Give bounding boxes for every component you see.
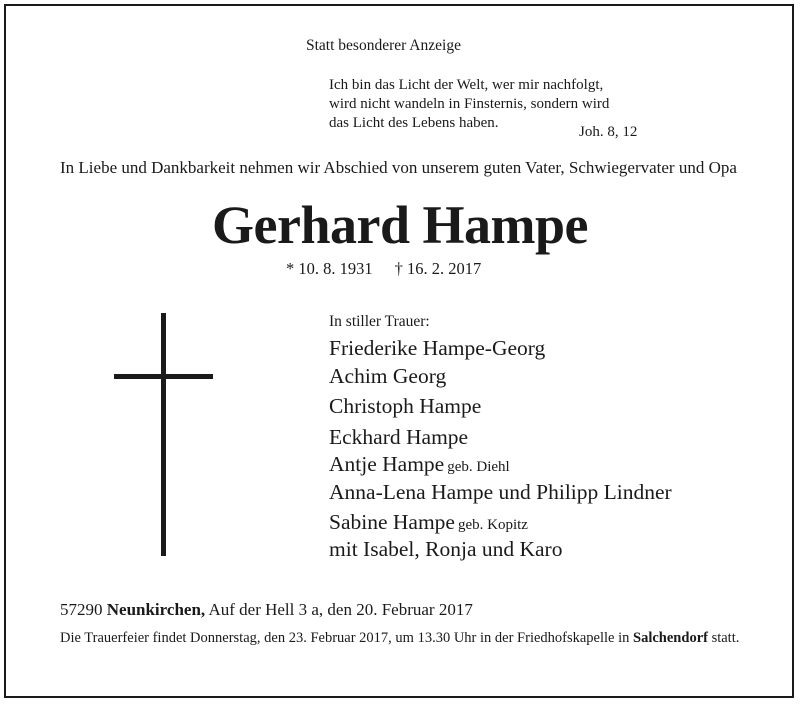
- notice-header: Statt besonderer Anzeige: [306, 37, 461, 54]
- verse-line: Ich bin das Licht der Welt, wer mir nachfolgt,: [329, 77, 604, 93]
- bible-verse: [329, 76, 609, 133]
- verse-line: das Licht des Lebens haben.: [329, 115, 499, 131]
- place-and-date: [60, 600, 473, 620]
- zip-code: 57290: [60, 600, 103, 619]
- funeral-service-info: [60, 629, 746, 648]
- address-date: Auf der Hell 3 a, den 20. Februar 2017: [208, 600, 473, 619]
- birth-date: * 10. 8. 1931: [286, 259, 373, 278]
- mourner-item: [329, 336, 545, 361]
- life-dates: [286, 259, 481, 279]
- mourners-label: In stiller Trauer:: [329, 313, 430, 330]
- mourner-item: [329, 394, 481, 419]
- verse-reference: Joh. 8, 12: [579, 124, 638, 140]
- mourner-name: mit Isabel, Ronja und Karo: [329, 537, 563, 561]
- mourner-item: [329, 452, 510, 477]
- mourner-item: [329, 537, 562, 562]
- mourner-item: [329, 425, 468, 450]
- mourner-name: Christoph Hampe: [329, 394, 482, 418]
- mourner-name: Anna-Lena Hampe und Philipp Lindner: [329, 480, 672, 504]
- mourner-item: [329, 480, 672, 505]
- mourner-note: geb. Diehl: [447, 459, 510, 475]
- service-suffix: statt.: [711, 630, 740, 646]
- cross-horizontal-bar: [114, 374, 213, 379]
- verse-line: wird nicht wandeln in Finsternis, sondern wird: [329, 96, 610, 112]
- service-location: Salchendorf: [633, 630, 708, 646]
- mourner-name: Eckhard Hampe: [329, 425, 469, 449]
- mourner-name: Sabine Hampe: [329, 510, 455, 534]
- service-text: Die Trauerfeier findet Donnerstag, den 23. Februar 2017, um 13.30 Uhr in der Friedhofskapelle in: [60, 630, 630, 646]
- mourner-item: [329, 510, 528, 535]
- cross-vertical-bar: [161, 313, 166, 556]
- mourner-item: [329, 364, 446, 389]
- mourner-name: Achim Georg: [329, 364, 447, 388]
- mourner-name: Friederike Hampe-Georg: [329, 336, 546, 360]
- deceased-name: Gerhard Hampe: [212, 195, 588, 255]
- death-date: † 16. 2. 2017: [394, 259, 482, 278]
- mourner-note: geb. Kopitz: [457, 517, 528, 533]
- intro-text: In Liebe und Dankbarkeit nehmen wir Abschied von unserem guten Vater, Schwiegervater und Opa: [60, 158, 737, 177]
- mourner-name: Antje Hampe: [329, 452, 445, 476]
- town-name: Neunkirchen,: [106, 600, 206, 619]
